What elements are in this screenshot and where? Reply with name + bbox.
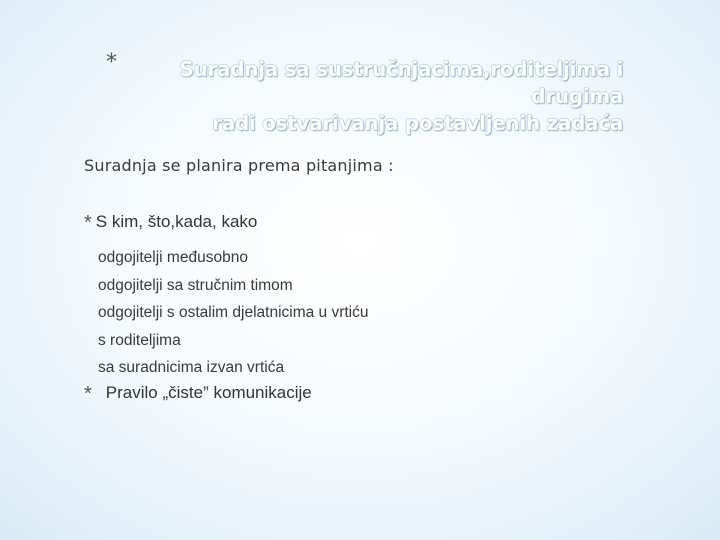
slide-title-line-2: radi ostvarivanja postavljenih zadaća (212, 111, 623, 135)
sub-list-item: odgojitelji međusobno (98, 249, 248, 266)
sub-list-item: odgojitelji sa stručnim timom (98, 276, 293, 294)
bullet-item (84, 383, 312, 406)
title-bullet-marker: * (106, 50, 117, 75)
sub-list-item: s roditeljima (98, 331, 181, 349)
bullet-marker: * (84, 383, 92, 405)
slide-title (128, 56, 623, 137)
sub-list-item: odgojitelji s ostalim djelatnicima u vrtiću (98, 304, 369, 321)
bullet-text: S kim, što,kada, kako (95, 212, 258, 231)
bullet-item (84, 212, 257, 235)
bullet-text: Pravilo „čiste” komunikacije (105, 383, 312, 402)
slide-title-line-1: Suradnja sa sustručnjacima,roditeljima i drugima (179, 57, 623, 108)
sub-list-item: sa suradnicima izvan vrtića (98, 359, 285, 376)
sub-list (98, 244, 369, 382)
intro-text: Suradnja se planira prema pitanjima : (84, 156, 394, 175)
bullet-marker: * (84, 212, 92, 234)
